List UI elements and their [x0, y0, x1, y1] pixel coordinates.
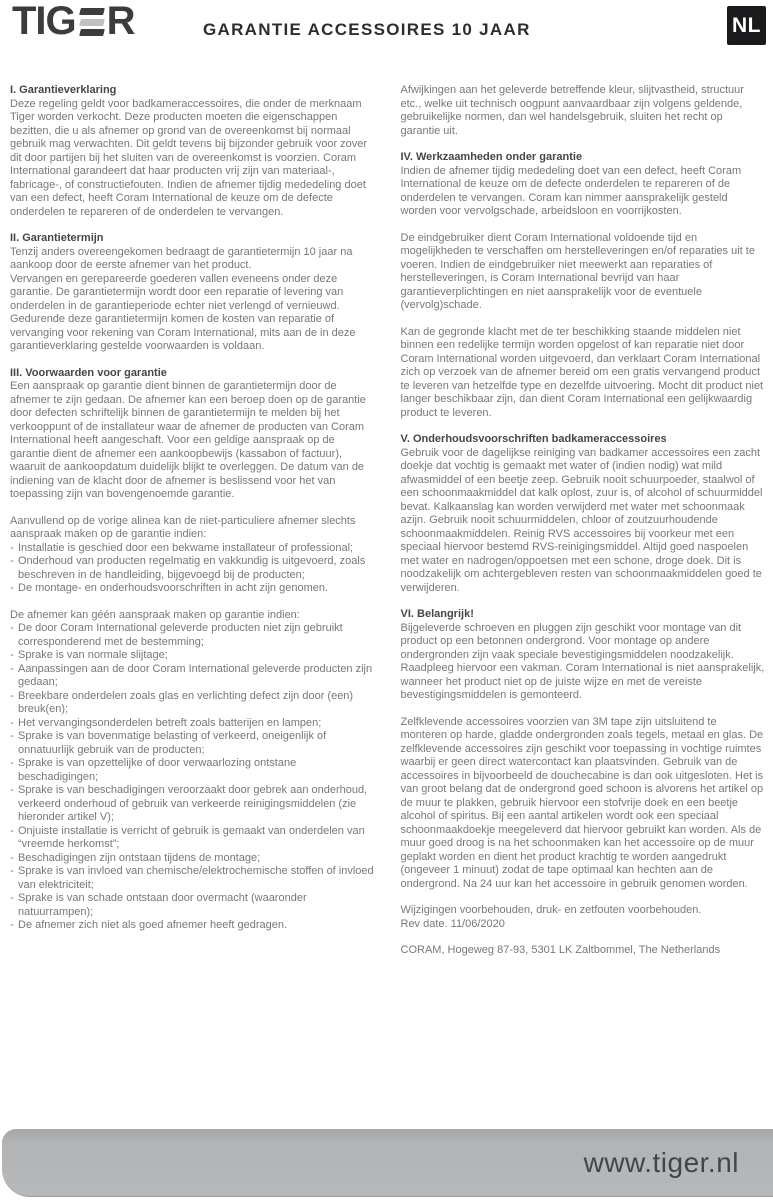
language-badge-nl: NL: [727, 6, 766, 45]
logo-stylized-e-icon: [80, 8, 104, 36]
list-item: - De afnemer zich niet als goed afnemer heeft gedragen.: [10, 919, 375, 933]
paragraph: Afwijkingen aan het geleverde betreffende kleur, slijtvastheid, structuur etc., welke uit technisch oogpunt aanvaardbaar zijn volgens geldende, gebruikelijke normen, dan wel handelsgebruik, sluiten het recht op garantie uit.: [400, 84, 744, 137]
section-heading: VI. Belangrijk!: [400, 608, 474, 620]
paragraph: Gebruik voor de dagelijkse reiniging van badkamer accessoires een zacht doekje dat vochtig is gemaakt met water of (indien nodig) wat mild afwasmiddel of een beetje zeep. Gebruik nooit schuurpoeder, staalwol of een schoonmaakmiddel dat kalk oplost, zuur is, of alcohol of schuurmiddel bevat. Kalkaanslag kan worden verwijderd met water met schoonmaak azijn. Gebruik nooit schuurmiddelen, chloor of zoutzuurhoudende schoonmaakmiddelen. Reinig RVS accessoires bij voorkeur met een speciaal hiervoor bestemd RVS-reinigingsmiddel. Altijd goed naspoelen met water en nadrogen/oppoetsen met een schone, droge doek. Dit is noodzakelijk om achtergebleven resten van schoonmaakmiddelen goed te verwijderen.: [400, 446, 763, 594]
list-item: - Onderhoud van producten regelmatig en vakkundig is uitgevoerd, zoals beschreven in de handleiding, bijgevoegd bij de producten;: [10, 555, 375, 582]
paragraph: Een aanspraak op garantie dient binnen de garantietermijn door de afnemer te zijn gedaan. De afnemer kan een beroep doen op de garantie door defecten schriftelijk binnen de garantietermijn te melden bij het verkooppunt of de installateur waar de afnemer de producten van Coram International heeft aangeschaft. Voor een geldige aanspraak op de garantie dient de afnemer een aankoopbewijs (kassabon of factuur), waaruit de aankoopdatum duidelijk blijkt te overleggen. De datum van de indiening van de klacht door de afnemer is beslissend voor het van toepassing zijn van bovengenoemde garantie.: [10, 380, 366, 500]
website-url: www.tiger.nl: [583, 1146, 739, 1178]
bullet-list: [10, 542, 375, 596]
list-item: - Beschadigingen zijn ontstaan tijdens de montage;: [10, 852, 375, 866]
list-item: - Sprake is van invloed van chemische/elektrochemische stoffen of invloed van elektriciteit;: [10, 865, 375, 892]
left-column: [10, 84, 375, 971]
logo-text-tig: TIG: [12, 0, 76, 43]
list-item: - Breekbare onderdelen zoals glas en verlichting defect zijn door (een) breuk(en);: [10, 690, 375, 717]
paragraph: Tenzij anders overeengekomen bedraagt de garantietermijn 10 jaar na aankoop door de eerste afnemer van het product.: [10, 245, 353, 271]
paragraph: Indien de afnemer tijdig mededeling doet van een defect, heeft Coram International de keuze om de defecte onderdelen te repareren of de onderdelen te vervangen. Coram kan nimmer aansprakelijk gesteld worden voor vervolgschade, arbeidsloon en voorrijkosten.: [400, 164, 742, 217]
section-heading: III. Voorwaarden voor garantie: [10, 366, 167, 379]
paragraph: Gedurende deze garantietermijn komen de kosten van reparatie of vervanging voor rekening van Coram International, mits aan de in deze garantieverklaring gestelde voorwaarden is voldaan.: [10, 313, 356, 352]
tiger-logo: [12, 0, 135, 43]
paragraph: Kan de gegronde klacht met de ter beschikking staande middelen niet binnen een redelijke termijn worden opgelost of kan reparatie niet door Coram International worden uitgevoerd, dan verklaart Coram International zich op verzoek van de afnemer bereid om een gratis vervangend product te leveren van hetzelfde type en dezelfde uitvoering. Mocht dit product niet langer beschikbaar zijn, dan dient Coram International een gelijkwaardig product te leveren.: [400, 325, 764, 419]
paragraph: De afnemer kan géén aanspraak maken op garantie indien:: [10, 608, 300, 621]
list-item: - Onjuiste installatie is verricht of gebruik is gemaakt van onderdelen van “vreemde herkomst”;: [10, 825, 375, 852]
list-item: - Het vervangingsonderdelen betreft zoals batterijen en lampen;: [10, 717, 375, 731]
paragraph: Wijzigingen voorbehouden, druk- en zetfouten voorbehouden.: [400, 904, 702, 916]
logo-e-bar-bottom: [79, 29, 105, 36]
paragraph: Vervangen en gerepareerde goederen vallen eveneens onder deze garantie. De garantietermijn wordt door een reparatie of levering van onderdelen in de garantieperiode echter niet verlengd of vernieuwd.: [10, 272, 344, 312]
logo-e-bar-top: [79, 8, 105, 15]
page-title: GARANTIE ACCESSOIRES 10 JAAR: [203, 20, 531, 39]
paragraph: Deze regeling geldt voor badkameraccessoires, die onder de merknaam Tiger worden verkocht. Deze producten moeten die eigenschappen bezitten, die u als afnemer op grond van de overeenkomst bij normaal gebruik mag verwachten. Dit geldt tevens bij bijzonder gebruik voor zover dit door partijen bij het sluiten van de overeenkomst is voorzien. Coram International garandeert dat haar producten vrij zijn van materiaal-, fabricage-, of constructiefouten. Indien de afnemer tijdig mededeling doet van een defect, heeft Coram International de keuze om de defecte onderdelen te repareren of de onderdelen te vervangen.: [10, 97, 368, 218]
logo-text-r: R: [106, 0, 135, 43]
paragraph: CORAM, Hogeweg 87-93, 5301 LK Zaltbommel, The Netherlands: [400, 944, 721, 956]
paragraph: Bijgeleverde schroeven en pluggen zijn geschikt voor montage van dit product op een betonnen ondergrond. Voor montage op andere ondergronden zijn vaak speciale bevestigingsmiddelen noodzakelijk. Raadpleeg hiervoor een vakman. Coram International is niet aansprakelijk, wanneer het product niet op de juiste wijze en met de vereiste bevestigingsmiddelen is gemonteerd.: [400, 621, 765, 701]
section-heading: II. Garantietermijn: [10, 232, 104, 244]
bullet-list: [10, 622, 375, 933]
list-item: - Sprake is van bovenmatige belasting of verkeerd, oneigenlijk of onnatuurlijk gebruik van de producten;: [10, 730, 375, 757]
list-item: - Sprake is van beschadigingen veroorzaakt door gebrek aan onderhoud, verkeerd onderhoud of gebruik van verkeerde reinigingsmiddelen (zie hieronder artikel V);: [10, 784, 375, 825]
list-item: - De door Coram International geleverde producten niet zijn gebruikt corresponderend met de bestemming;: [10, 622, 375, 649]
section-heading: V. Onderhoudsvoorschriften badkameraccessoires: [400, 433, 667, 445]
paragraph: Aanvullend op de vorige alinea kan de niet-particuliere afnemer slechts aanspraak maken op de garantie indien:: [10, 514, 356, 540]
right-column: [401, 84, 766, 971]
document-header: [0, 0, 773, 70]
paragraph: Zelfklevende accessoires voorzien van 3M tape zijn uitsluitend te monteren op harde, gladde ondergronden zoals tegels, metaal en glas. De zelfklevende accessoires zijn geschikt voor toepassing in vochtige ruimtes waarbij er geen direct watercontact kan plaatsvinden. Gebruik van de accessoires in bijvoorbeeld de douchecabine is dan ook uitgesloten. Het is van groot belang dat de ondergrond goed schoon is alvorens het artikel op de muur te plakken, gebruik hiervoor een stofvrije doek en een beetje alcohol of spiritus. Bij een aantal artikelen wordt ook een speciaal schoonmaakdoekje meegeleverd dat hiervoor gebruikt kan worden. Als de muur goed droog is na het schoonmaken kan het accessoire op de muur geplakt worden en dient het product krachtig te worden aangedrukt (ongeveer 1 minuut) zodat de tape optimaal kan hechten aan de ondergrond. Na 24 uur kan het accessoire in gebruik genomen worden.: [400, 715, 764, 890]
document-body: [10, 84, 765, 971]
list-item: - Sprake is van opzettelijke of door verwaarlozing ontstane beschadigingen;: [10, 757, 375, 784]
paragraph: Rev date. 11/06/2020: [400, 917, 505, 930]
logo-e-bar-middle: [79, 19, 105, 26]
list-item: - Installatie is geschied door een bekwame installateur of professional;: [10, 542, 375, 556]
list-item: - Sprake is van normale slijtage;: [10, 649, 375, 663]
section-heading: I. Garantieverklaring: [10, 84, 117, 96]
list-item: - De montage- en onderhoudsvoorschriften in acht zijn genomen.: [10, 582, 375, 596]
list-item: - Aanpassingen aan de door Coram International geleverde producten zijn gedaan;: [10, 663, 375, 690]
list-item: - Sprake is van schade ontstaan door overmacht (waaronder natuurrampen);: [10, 892, 375, 919]
paragraph: De eindgebruiker dient Coram International voldoende tijd en mogelijkheden te verschaffen om herstelleveringen en/of reparaties uit te voeren. Indien de eindgebruiker niet meewerkt aan reparaties of herstelleveringen, is Coram International bevrijd van haar garantieverplichtingen en niet aansprakelijk voor de eventuele (vervolg)schade.: [400, 231, 755, 311]
footer-bar: [2, 1129, 773, 1197]
section-heading: IV. Werkzaamheden onder garantie: [400, 151, 583, 163]
